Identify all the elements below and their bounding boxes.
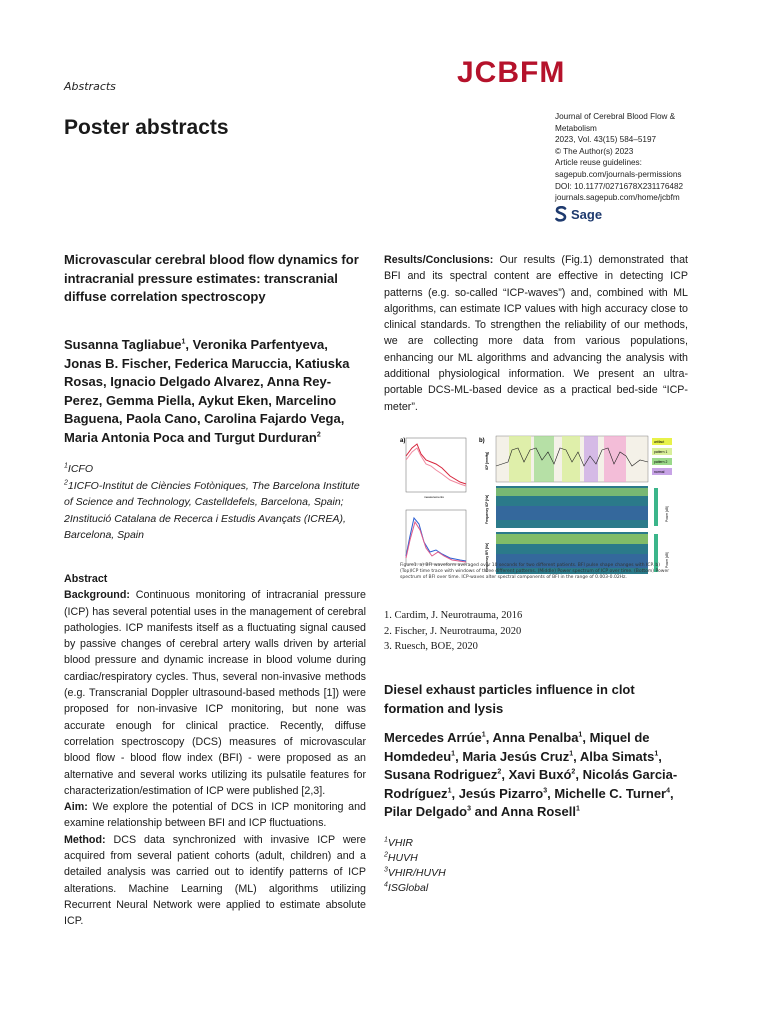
- author-name: Pilar Delgado: [384, 804, 468, 819]
- author-name: Anna Penalba: [492, 730, 579, 745]
- author-affiliation-marker: 1: [447, 787, 452, 795]
- author-name: Aykut Eken: [197, 392, 269, 408]
- pattern-window: [509, 436, 531, 482]
- author-name: Gemma Piella: [105, 392, 192, 408]
- panel-a-bottom-axes: [406, 510, 466, 564]
- author-name: Alba Simats: [579, 748, 655, 764]
- author-name: Turgut Durduran: [214, 429, 317, 445]
- author-affiliation-marker: 2: [571, 768, 576, 776]
- aim-label: Aim:: [64, 801, 88, 814]
- meta-line: 2023, Vol. 43(15) 584–5197: [555, 135, 657, 145]
- meta-line: Metabolism: [555, 123, 597, 133]
- author-list: Mercedes Arrúe$^1$, Anna Penalba$^1$, Miquel de Homdedeu$^1$, Maria Jesús Cruz$^1$, Alba Simats$^1$, Susana Rodriguez$^2$, Xavi Buxó$^2$, Nicolás Garcia-Rodríguez$^1$, Jesús Pizarro$^3$, Michelle C. Turner$^4$, Pilar Delgado$^3$ and Anna Rosell$^1$: [384, 730, 678, 819]
- icp-spectrum-ylabel: Frequency ICP [Hz]: [485, 494, 489, 524]
- affiliation-marker: 2: [384, 851, 388, 859]
- abstract-heading: Abstract: [64, 573, 108, 585]
- author-affiliation-marker: 1: [654, 750, 659, 758]
- author-name: Jonas B. Fischer: [64, 355, 168, 371]
- method-label: Method:: [64, 833, 106, 846]
- author-name: Anna Rosell: [500, 804, 576, 819]
- author-name: Maria Antonia Poca: [64, 429, 185, 445]
- power-label: Power [dB]: [665, 506, 669, 522]
- affiliation-item: $^2$1ICFO-Institut de Ciències Fotòniques, The Barcelona Institute of Science and Technology, Castelldefels, Barcelona, Spain; 2Institució Catalana de Recerca i Estudis Avançats (ICREA), Barcelona, Spain: [64, 479, 360, 541]
- author-name: Susana Rodriguez: [384, 767, 498, 782]
- author-list: Susanna Tagliabue$^1$, Veronika Parfentyeva, Jonas B. Fischer, Federica Maruccia, Katiuska Rosas, Ignacio Delgado Alvarez, Anna Rey-Perez, Gemma Piella, Aykut Eken, Marcelino Baguena, Paola Cano, Carolina Fajardo Vega, Maria Antonia Poca and Turgut Durduran$^2$: [64, 337, 350, 445]
- figure-caption: Figure1. a) BFI waveform averaged over 10 seconds for two different patients. BFI pulse shape changes with ICP. b) (Top)ICP time trace with windows of three different patterns. (Middle) Power spectrum of ICP over time. (Bottom) Power spectrum of BFI over time. ICP-waves alter spectral components of BFI in the range of 0.003-0.02Hz.: [400, 563, 670, 580]
- results-text: Our results (Fig.1) demonstrated that BFI and its spectral content are effective in detecting ICP patterns (e.g. so-called “ICP-waves”) and, combined with ML algorithms, can estimate ICP values with high accuracy close to clinical standards. To strengthen the reliability of our methods, we are collecting more data from various populations, enhancing our ML algorithms and advancing the analysis with additional physiological information. We present an ultra-portable DCS-ML-based device as a practical bed-side “ICP-meter”.: [384, 254, 688, 413]
- author-affiliation-marker: 4: [666, 787, 671, 795]
- meta-doi[interactable]: DOI: 10.1177/0271678X231176482: [555, 181, 684, 191]
- sage-text: Sage: [571, 206, 603, 222]
- affiliation-marker: 3: [384, 866, 388, 874]
- bfi-spectrum-ylabel: Frequency BFI [Hz]: [485, 542, 489, 572]
- affiliation-marker: 2: [64, 479, 68, 486]
- legend-item: pattern 1: [654, 450, 668, 454]
- pattern-window: [534, 436, 554, 482]
- affiliation-item: $^1$VHIR: [384, 836, 413, 849]
- author-name: Xavi Buxó: [508, 767, 572, 782]
- author-affiliation-marker: 1: [575, 805, 580, 813]
- author-affiliation-marker: 2: [316, 431, 321, 439]
- meta-line: © The Author(s) 2023: [555, 146, 634, 156]
- author-name: Mercedes Arrúe: [384, 730, 482, 745]
- panel-a-bottom-curve-pink: [406, 522, 466, 562]
- legend-item: pattern 2: [654, 460, 668, 464]
- reference-item: 1. Cardim, J. Neurotrauma, 2016: [384, 610, 523, 621]
- article-title: Microvascular cerebral blood flow dynamics for intracranial pressure estimates: transcranial diffuse correlation spectroscopy: [64, 252, 359, 304]
- pattern-window: [584, 436, 598, 482]
- journal-meta: [555, 111, 755, 204]
- results-label: Results/Conclusions:: [384, 254, 494, 266]
- author-name: Maria Jesús Cruz: [462, 748, 570, 764]
- author-name: Federica Maruccia: [174, 355, 289, 371]
- affiliation-item: $^4$ISGlobal: [384, 881, 429, 894]
- author-affiliation-marker: 1: [569, 750, 574, 758]
- aim-text: We explore the potential of DCS in ICP monitoring and examine relationship between BFI and ICP fluctuations.: [64, 801, 366, 830]
- affiliation-item: $^2$HUVH: [384, 851, 418, 864]
- meta-line: Journal of Cerebral Blood Flow &: [555, 112, 676, 121]
- author-affiliation-marker: 3: [467, 805, 471, 813]
- author-affiliation-marker: 1: [181, 338, 186, 346]
- meta-link[interactable]: journals.sagepub.com/home/jcbfm: [555, 193, 680, 203]
- affiliation-marker: 4: [384, 881, 388, 889]
- author-affiliation-marker: 1: [578, 731, 583, 739]
- pattern-window: [562, 436, 580, 482]
- reference-list: [384, 608, 688, 655]
- spectrogram-band: [496, 534, 648, 544]
- affiliation-marker: 1: [64, 462, 68, 470]
- reference-item: 2. Fischer, J. Neurotrauma, 2020: [384, 625, 522, 637]
- affiliation-marker: 1: [384, 836, 388, 844]
- author-name: Nicolás Garcia-Rodríguez: [384, 767, 678, 801]
- panel-a-xlabel: measurements: [424, 495, 444, 499]
- sage-s-icon: [555, 206, 567, 222]
- method-text: DCS data synchronized with invasive ICP were acquired from several patient cohorts (adult, children) and a detailed analysis was carried out to identify patterns of ICP alterations. Machine Learning (ML) algorithms utilizing Recurrent Neural Network were applied to estimate absolute ICP.: [64, 833, 366, 928]
- power-label: Power [dB]: [665, 552, 669, 568]
- panel-a-label: a): [400, 438, 406, 444]
- author-affiliation-marker: 2: [497, 768, 502, 776]
- affiliation-item: $^3$VHIR/HUVH: [384, 866, 446, 879]
- spectrogram-band: [496, 488, 648, 496]
- colorbar: [654, 488, 658, 526]
- author-name: Susanna Tagliabue: [64, 337, 182, 352]
- author-name: Jesús Pizarro: [458, 785, 544, 801]
- affiliations: [64, 461, 366, 544]
- panel-a-bottom-curve-blue: [406, 518, 466, 561]
- author-name: Paola Cano: [126, 411, 197, 426]
- results-body: [384, 252, 688, 415]
- author-name: Ignacio Delgado Alvarez: [110, 374, 261, 389]
- affiliations: [384, 836, 688, 896]
- background-text: Continuous monitoring of intracranial pressure (ICP) has several potential uses in the management of cerebral pathologies. ICP manifests itself as a fluctuating signal caused by passive changes of cerebral artery walls driven by arterial blood pressure and dynamic increase in blood volume during cardiac/respiratory cycles. Thus, several non-invasive methods (e.g. Transcranial Doppler ultrasound-based methods [1]) were proposed for non-invasive ICP monitoring, but none was accurate enough for clinical practice. Recently, diffuse correlation spectroscopy (DCS) measures of microvascular blood flow - blood flow index (BFI) - were proposed as an alternative and several works utilizing its pulsatile features for characterization/estimation of ICP were published [2,3].: [64, 589, 366, 797]
- section-label: Abstracts: [64, 80, 116, 93]
- article-title: Diesel exhaust particles influence in clot formation and lysis: [384, 682, 635, 716]
- background-label: Background:: [64, 589, 130, 602]
- author-name: Veronika Parfentyeva: [192, 337, 325, 352]
- legend-item: artifact: [654, 440, 665, 444]
- pattern-window: [604, 436, 626, 482]
- legend-item: normal: [654, 470, 665, 474]
- reference-item: 3. Ruesch, BOE, 2020: [384, 641, 478, 652]
- affiliation-item: $^1$ICFO: [64, 462, 93, 475]
- abstract-body: [64, 571, 366, 930]
- author-affiliation-marker: 3: [543, 787, 548, 795]
- author-name: Miquel de Homdedeu: [384, 730, 650, 764]
- page-title: Poster abstracts: [64, 116, 229, 139]
- meta-line: Article reuse guidelines:: [555, 158, 642, 168]
- spectrogram-band: [496, 506, 648, 520]
- panel-b-label: b): [479, 438, 485, 444]
- author-affiliation-marker: 1: [481, 731, 486, 739]
- figure-1: [384, 426, 688, 584]
- author-name: Anna Rey-Perez: [64, 374, 332, 408]
- author-affiliation-marker: 1: [451, 750, 456, 758]
- meta-link[interactable]: sagepub.com/journals-permissions: [555, 169, 682, 179]
- journal-logo[interactable]: JCBFM: [457, 56, 566, 89]
- publisher-logo[interactable]: [555, 206, 602, 222]
- author-name: Katiuska Rosas: [64, 355, 350, 389]
- author-name: Carolina Fajardo Vega: [204, 411, 341, 426]
- icp-ylabel: ICP [mmHg]: [485, 451, 489, 470]
- author-name: Marcelino Baguena: [64, 392, 337, 426]
- author-name: Michelle C. Turner: [554, 785, 667, 801]
